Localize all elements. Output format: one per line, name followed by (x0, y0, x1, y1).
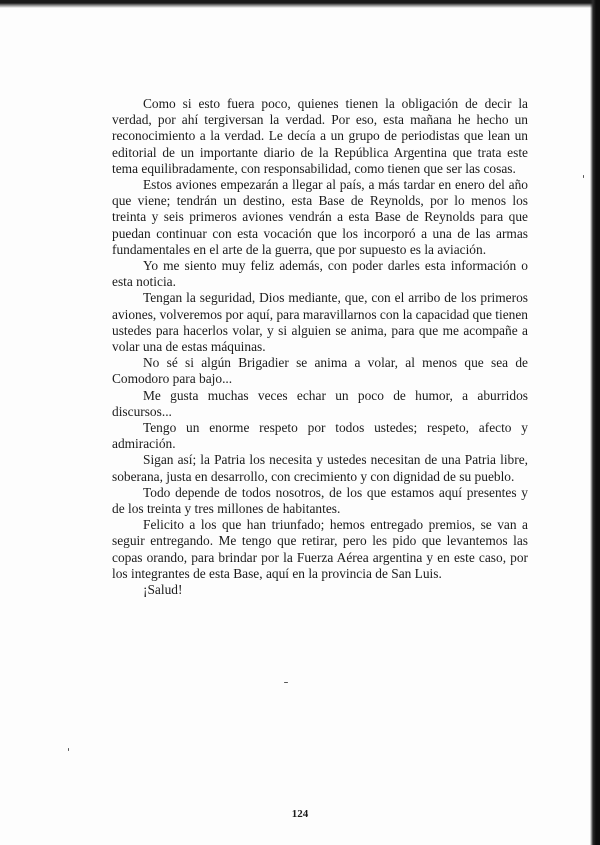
paragraph: Yo me siento muy feliz además, con poder darles esta información o esta noticia. (112, 258, 528, 290)
scan-right-edge (590, 0, 600, 845)
paragraph: Me gusta muchas veces echar un poco de humor, a aburridos discursos... (112, 387, 528, 419)
paragraph: Sigan así; la Patria los necesita y ustedes necesitan de una Patria libre, soberana, justa en desarrollo, con crecimiento y con dignidad de su pueblo. (112, 452, 528, 484)
page-number: 124 (291, 808, 309, 820)
paragraph: ¡Salud! (143, 582, 183, 598)
paragraph: Felicito a los que han triunfado; hemos entregado premios, se van a seguir entregando. Me tengo que retirar, pero les pido que levantemos las copas orando, para brindar por la Fuerza Aérea argentina y en este caso, por los integrantes de esta Base, aquí en la provincia de San Luis. (112, 517, 528, 581)
scan-speck (583, 175, 584, 178)
paragraph: Todo depende de todos nosotros, de los que estamos aquí presentes y de los treinta y tres millones de habitantes. (112, 484, 528, 517)
scan-speck (284, 682, 288, 683)
paragraph: No sé si algún Brigadier se anima a volar, al menos que sea de Comodoro para bajo... (112, 355, 528, 387)
paragraph: Tengan la seguridad, Dios mediante, que, con el arribo de los primeros aviones, volveremos por aquí, para maravillarnos con la capacidad que tienen ustedes para hacerlos volar, y si alguien se anima, para que me acompañe a volar una de estas máquinas. (112, 290, 528, 355)
scan-speck (68, 748, 69, 751)
paragraph: Estos aviones empezarán a llegar al país, a más tardar en enero del año que viene; tendrán un destino, esta Base de Reynolds, por lo menos los treinta y seis primeros aviones vendrán a esta Base de Reynolds para que puedan continuar con esta vocación que los incorporó a una de las armas fundamentales en el arte de la guerra, que por supuesto es la aviación. (112, 177, 528, 257)
body-text (112, 96, 528, 598)
paragraph: Como si esto fuera poco, quienes tienen la obligación de decir la verdad, por ahí tergiversan la verdad. Por eso, esta mañana he hecho un reconocimiento a la verdad. Le decía a un grupo de periodistas que lean un editorial de un importante diario de la República Argentina que trata este tema equilibradamente, con responsabilidad, como tienen que ser las cosas. (112, 96, 528, 176)
scan-top-edge (0, 0, 600, 8)
paragraph: Tengo un enorme respeto por todos ustedes; respeto, afecto y admiración. (112, 420, 528, 452)
